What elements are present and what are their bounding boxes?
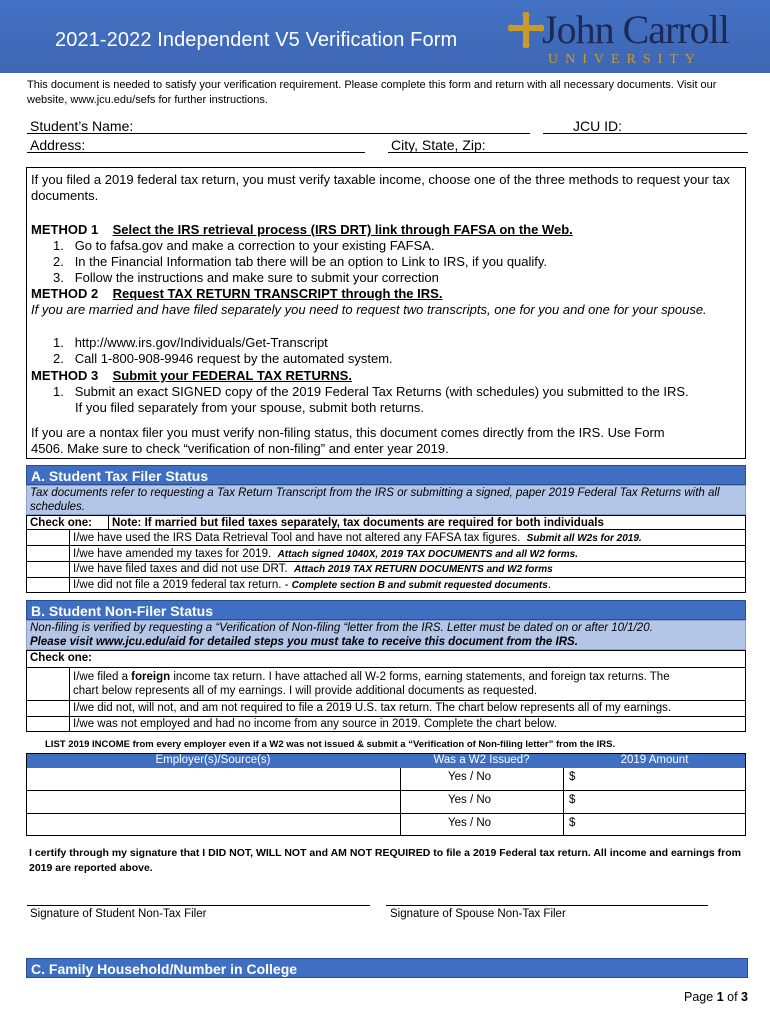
- method-2-title: Request TAX RETURN TRANSCRIPT through the IRS.: [112, 286, 443, 301]
- jcu-id-field[interactable]: [543, 133, 747, 134]
- section-b-option-1: I/we filed a foreign income tax return. I have attached all W-2 forms, earning statements, and foreign tax returns. The chart below represents all of my earnings. I will provide additional documents as requested.: [73, 671, 670, 697]
- section-a-checkbox-1[interactable]: [30, 530, 68, 544]
- income-employer-2[interactable]: [30, 791, 396, 813]
- income-employer-1[interactable]: [30, 768, 396, 790]
- section-a-option-2: I/we have amended my taxes for 2019. Attach signed 1040X, 2019 TAX DOCUMENTS and all W2 forms.: [73, 548, 579, 560]
- method-1-item-1: 1. Go to fafsa.gov and make a correction to your existing FAFSA.: [53, 238, 435, 253]
- income-employer-3[interactable]: [30, 814, 396, 836]
- method-1-item-3: 3. Follow the instructions and make sure to submit your correction: [53, 270, 439, 285]
- section-b-option-3: I/we was not employed and had no income from any source in 2019. Complete the chart below.: [73, 718, 557, 730]
- section-a-checkbox-3[interactable]: [30, 562, 68, 576]
- form-title: 2021-2022 Independent V5 Verification Form: [55, 29, 458, 51]
- methods-intro: If you filed a 2019 federal tax return, you must verify taxable income, choose one of the three methods to request your tax documents.: [31, 172, 730, 204]
- method-1-heading: [31, 222, 741, 238]
- income-amount-1[interactable]: $: [569, 771, 576, 783]
- city-state-zip-field[interactable]: [388, 152, 748, 153]
- method-1-label: METHOD 1: [31, 222, 99, 237]
- section-c-header: C. Family Household/Number in College: [26, 958, 748, 978]
- city-state-zip-label: City, State, Zip:: [391, 137, 486, 153]
- section-a-option-3: I/we have filed taxes and did not use DRT. Attach 2019 TAX RETURN DOCUMENTS and W2 forms: [73, 563, 553, 575]
- section-b-checkbox-3[interactable]: [30, 717, 68, 731]
- section-a-checkbox-4[interactable]: [30, 578, 68, 592]
- section-b-subtitle: [26, 620, 746, 650]
- intro-text: This document is needed to satisfy your verification requirement. Please complete this form and return with all necessary documents. Visit our website, www.jcu.edu/sefs for further instructions.: [27, 79, 717, 106]
- university-logo: [506, 8, 752, 70]
- section-a-checkbox-2[interactable]: [30, 546, 68, 560]
- table-divider: [400, 768, 401, 836]
- income-w2-3[interactable]: Yes / No: [448, 817, 492, 829]
- method-3-item-1-cont: If you filed separately from your spouse, submit both returns.: [75, 400, 425, 415]
- income-col-amount: 2019 Amount: [620, 754, 689, 766]
- income-col-w2: Was a W2 Issued?: [433, 754, 530, 766]
- section-a-check-one: Check one:: [30, 517, 92, 529]
- section-a-subtitle: Tax documents refer to requesting a Tax Return Transcript from the IRS or submitting a signed, paper 2019 Federal Tax Returns with all schedules.: [26, 485, 746, 515]
- method-3-heading: [31, 368, 741, 384]
- table-rule: [26, 545, 746, 546]
- header-banner: [0, 0, 770, 73]
- methods-box: [26, 167, 746, 459]
- section-a-option-1: I/we have used the IRS Data Retrieval Tool and have not altered any FAFSA tax figures. Submit all W2s for 2019.: [73, 532, 642, 544]
- page-number: Page 1 of 3: [684, 990, 748, 1004]
- section-b-header: B. Student Non-Filer Status: [26, 600, 746, 620]
- jcu-id-label: JCU ID:: [573, 118, 622, 134]
- student-signature-line[interactable]: [27, 905, 370, 906]
- spouse-signature-label: Signature of Spouse Non-Tax Filer: [390, 908, 566, 920]
- income-col-employer: Employer(s)/Source(s): [155, 754, 271, 766]
- method-3-label: METHOD 3: [31, 368, 99, 383]
- section-b-check-one: Check one:: [30, 652, 92, 664]
- student-name-label: Student’s Name:: [30, 118, 134, 134]
- section-b-subtitle-line-2: Please visit www.jcu.edu/aid for detailed steps you must take to receive this document from the IRS.: [30, 636, 578, 648]
- logo-university: UNIVERSITY: [548, 52, 702, 67]
- student-name-field[interactable]: [27, 133, 530, 134]
- table-rule: [26, 529, 746, 530]
- method-2-note: If you are married and have filed separately you need to request two transcripts, one for you and one for your spouse.: [31, 302, 707, 317]
- logo-name: John Carroll: [542, 7, 729, 52]
- income-instructions: LIST 2019 INCOME from every employer even if a W2 was not issued & submit a “Verification of Non-filing letter” from the IRS.: [45, 739, 616, 750]
- section-b-subtitle-line-1: Non-filing is verified by requesting a “Verification of Non-filing “letter from the IRS. Letter must be dated on or after 10/1/20.: [30, 622, 653, 634]
- table-divider: [563, 768, 564, 836]
- nonfiler-note-line-1: If you are a nontax filer you must verify non-filing status, this document comes directly from the IRS. Use Form: [31, 425, 665, 440]
- income-w2-2[interactable]: Yes / No: [448, 794, 492, 806]
- method-2-label: METHOD 2: [31, 286, 99, 301]
- method-3-title: Submit your FEDERAL TAX RETURNS.: [112, 368, 352, 383]
- method-3-item-1: 1. Submit an exact SIGNED copy of the 2019 Federal Tax Returns (with schedules) you submitted to the IRS.: [53, 384, 689, 399]
- method-2-item-2: 2. Call 1-800-908-9946 request by the automated system.: [53, 351, 393, 366]
- spouse-signature-line[interactable]: [386, 905, 708, 906]
- nonfiler-note-line-2: 4506. Make sure to check “verification of non-filing” and enter year 2019.: [31, 441, 449, 456]
- cross-icon: [508, 12, 544, 48]
- method-2-heading: [31, 286, 741, 302]
- income-w2-1[interactable]: Yes / No: [448, 771, 492, 783]
- student-signature-label: Signature of Student Non-Tax Filer: [30, 908, 207, 920]
- method-1-title: Select the IRS retrieval process (IRS DRT) link through FAFSA on the Web.: [112, 222, 573, 237]
- income-amount-2[interactable]: $: [569, 794, 576, 806]
- income-amount-3[interactable]: $: [569, 817, 576, 829]
- section-a-option-4: I/we did not file a 2019 federal tax return. - Complete section B and submit requested documents.: [73, 579, 551, 591]
- table-divider: [108, 515, 109, 529]
- section-b-checkbox-2[interactable]: [30, 701, 68, 715]
- address-label: Address:: [30, 137, 86, 153]
- certification-statement: I certify through my signature that I DID NOT, WILL NOT and AM NOT REQUIRED to file a 2019 Federal tax return. All income and earnings from 2019 are reported above.: [29, 847, 741, 874]
- section-a-header: A. Student Tax Filer Status: [26, 465, 746, 485]
- section-a-note: Note: If married but filed taxes separately, tax documents are required for both individuals: [112, 517, 604, 529]
- method-1-item-2: 2. In the Financial Information tab there will be an option to Link to IRS, if you qualify.: [53, 254, 548, 269]
- section-b-option-2: I/we did not, will not, and am not required to file a 2019 U.S. tax return. The chart below represents all of my earnings.: [73, 702, 672, 714]
- address-field[interactable]: [27, 152, 365, 153]
- section-b-checkbox-1[interactable]: [30, 668, 68, 698]
- method-2-item-1: 1. http://www.irs.gov/Individuals/Get-Transcript: [53, 335, 328, 350]
- table-rule: [26, 667, 746, 668]
